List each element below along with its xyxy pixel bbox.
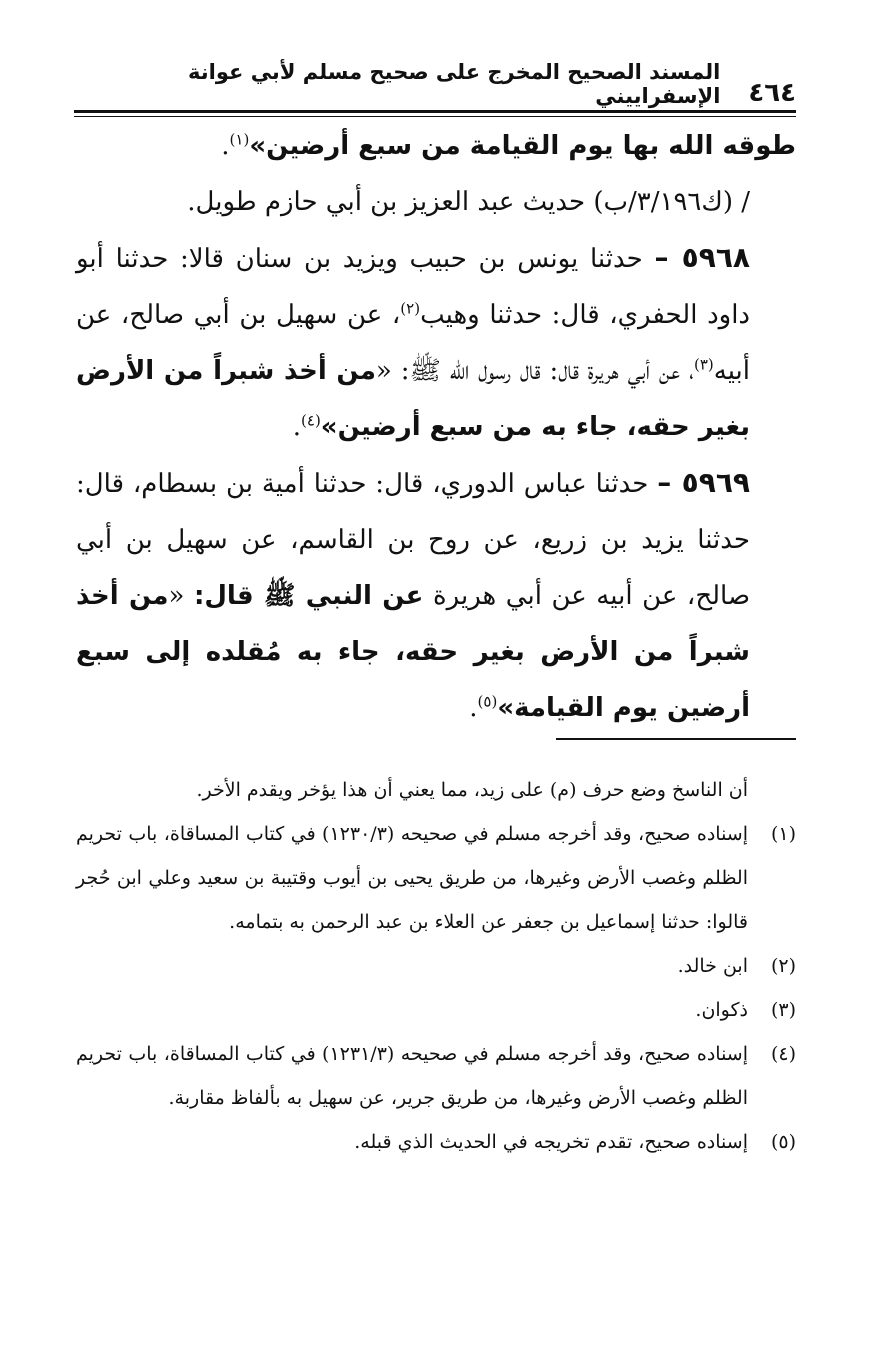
footnotes — [76, 768, 796, 1164]
footnote-5 — [76, 1120, 796, 1164]
footnote-2-text: ابن خالد. — [677, 955, 748, 977]
hadith-5969-text-1: حدثنا عباس الدوري، قال: حدثنا أمية بن بسطام، قال: حدثنا يزيد بن زريع، عن روح بن القاسم، عن سهيل بن أبي صالح، عن أبيه عن أبي هريرة — [76, 469, 751, 611]
paragraph-2: / (ك٣/١٩٦/ب) حديث عبد العزيز بن أبي حازم طويل. — [187, 187, 750, 217]
running-title: المسند الصحيح المخرج على صحيح مسلم لأبي عوانة الإسفراييني — [188, 60, 721, 108]
header-rule — [74, 110, 796, 113]
hadith-5969-matn: من أخذ شبراً من الأرض بغير حقه، جاء به مُقلده إلى سبع أرضين يوم القيامة» — [76, 581, 750, 723]
main-text — [76, 118, 796, 736]
header-rule-thin — [74, 116, 796, 117]
hadith-number-5969: ٥٩٦٩ – — [657, 466, 750, 499]
hadith-5968-text-1: حدثنا يونس بن حبيب ويزيد بن سنان قالا: حدثنا أبو داود الحفري، قال: حدثنا وهيب — [76, 244, 751, 330]
hadith-5969-end: . — [469, 693, 478, 723]
footnote-3-text: ذكوان. — [695, 999, 748, 1021]
page-header — [76, 60, 796, 108]
hadith-5968-text-2: ، عن سهيل بن أبي صالح، عن أبيه — [76, 300, 750, 386]
footnote-4 — [76, 1032, 796, 1120]
footnote-5-text: إسناده صحيح، تقدم تخريجه في الحديث الذي قبله. — [354, 1131, 748, 1153]
footnote-ref-5: (٥) — [477, 692, 498, 711]
footnote-ref-3: (٣) — [693, 355, 714, 374]
paragraph-1 — [76, 118, 796, 174]
footnote-continuation: أن الناسخ وضع حرف (م) على زيد، مما يعني أن هذا يؤخر ويقدم الأخر. — [196, 779, 748, 801]
footnote-4-number: (٤) — [770, 1043, 797, 1065]
hadith-5969-text-2: « — [168, 581, 194, 611]
footnote-5-number: (٥) — [770, 1131, 796, 1153]
footnote-separator — [556, 738, 796, 740]
hadith-5968 — [76, 230, 796, 455]
hadith-5968-end: . — [292, 412, 302, 442]
footnote-ref-4: (٤) — [301, 411, 321, 430]
footnote-2-number: (٢) — [770, 955, 796, 977]
footnote-2 — [76, 944, 796, 988]
hadith-ending-bold: طوقه الله بها يوم القيامة من سبع أرضين» — [249, 131, 796, 161]
footnote-1-number: (١) — [770, 823, 797, 845]
hadith-5969 — [76, 455, 796, 736]
hadith-5968-matn: من أخذ شبراً من الأرض بغير حقه، جاء به من سبع أرضين» — [76, 356, 750, 442]
hadith-number-5968: ٥٩٦٨ – — [654, 241, 751, 274]
footnote-1 — [76, 812, 796, 944]
footnote-3-number: (٣) — [770, 999, 796, 1021]
footnote-ref-1: (١) — [229, 130, 250, 149]
hadith-5969-bold-1: عن النبي ﷺ قال: — [193, 581, 424, 611]
page-number: ٤٦٤ — [748, 78, 796, 108]
footnote-ref-2: (٢) — [400, 299, 421, 318]
paragraph-1-end: . — [221, 131, 230, 161]
footnote-4-text: إسناده صحيح، وقد أخرجه مسلم في صحيحه (١٢٣١/٣) في كتاب المساقاة، باب تحريم الظلم وغصب الأرض وغيرها، من طريق جرير، عن سهيل به بألفاظ مقاربة. — [76, 1043, 749, 1109]
hadith-5968-text-3: ، عن أبي هريرة قال: قال رسول الله ﷺ: « — [375, 356, 694, 386]
footnote-1-text: إسناده صحيح، وقد أخرجه مسلم في صحيحه (١٢٣٠/٣) في كتاب المساقاة، باب تحريم الظلم وغصب الأرض وغيرها، من طريق يحيى بن أيوب وقتيبة بن سعيد وعلي ابن حُجر قالوا: حدثنا إسماعيل بن جعفر عن العلاء بن عبد الرحمن به بتمامه. — [76, 823, 749, 933]
footnote-3 — [76, 988, 796, 1032]
